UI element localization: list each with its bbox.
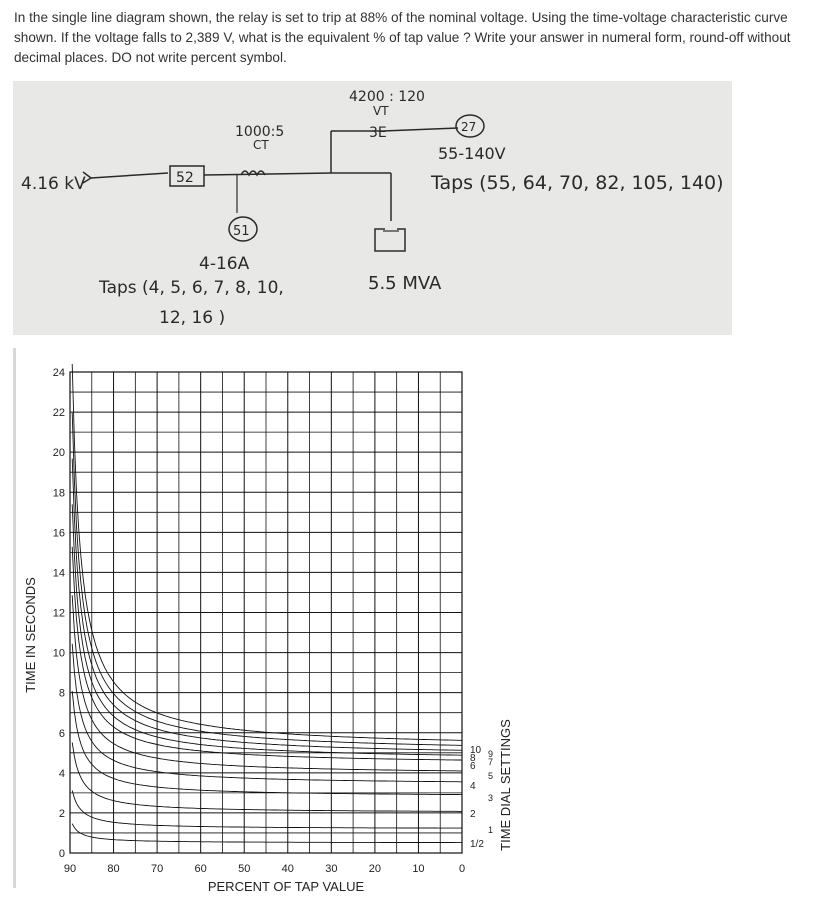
relay27-lead	[383, 128, 458, 131]
relay27-range: 55-140V	[438, 144, 506, 163]
x-tick-label: 90	[63, 863, 77, 875]
y-tick-label: 0	[58, 848, 65, 860]
curve-dial-8	[72, 459, 462, 751]
x-tick-label: 60	[194, 863, 207, 875]
x-tick-labels	[64, 863, 465, 875]
y-tick-label: 20	[52, 447, 65, 460]
diagram-svg	[13, 81, 732, 335]
dial-label: 1/2	[470, 838, 484, 850]
y-tick-label: 24	[52, 367, 65, 379]
x-tick-label: 40	[281, 863, 294, 875]
bus-line-left	[91, 173, 168, 178]
y-tick-label: 2	[58, 807, 65, 820]
x-tick-label: 80	[107, 863, 120, 875]
y-tick-label: 16	[52, 527, 65, 540]
single-line-diagram	[13, 81, 732, 335]
relay51-range: 4-16A	[199, 254, 250, 274]
time-voltage-chart	[0, 345, 824, 901]
y-tick-labels	[53, 367, 65, 860]
y-tick-label: 4	[58, 767, 65, 780]
curve-dial-1	[72, 791, 462, 829]
vt-symbol: 3E	[369, 125, 387, 141]
load-label: 5.5 MVA	[368, 273, 442, 294]
dial-label: 2	[470, 808, 476, 820]
x-axis-label: PERCENT OF TAP VALUE	[207, 879, 365, 894]
right-axis-label: TIME DIAL SETTINGS	[498, 719, 513, 851]
x-tick-label: 0	[458, 863, 466, 875]
y-axis-label: TIME IN SECONDS	[23, 577, 38, 693]
x-tick-label: 10	[412, 863, 425, 875]
curve-dial-7	[72, 504, 462, 755]
y-tick-label: 18	[52, 487, 65, 500]
dial-label-small: 9	[488, 748, 494, 759]
y-tick-label: 10	[52, 647, 65, 660]
ct-label: CT	[253, 138, 269, 152]
relay27-taps: Taps (55, 64, 70, 82, 105, 140)	[431, 172, 724, 194]
dial-label: 4	[470, 780, 476, 792]
bus-line-mid	[204, 173, 331, 175]
question-text: In the single line diagram shown, the relay is set to trip at 88% of the nominal voltage. Using the time-voltage characteristic curve shown. If the voltage falls to 2,389 V, what is the equivalent % of tap value ? Write your answer in numeral form, round-off without decimal places. DO not write percent symbol.	[14, 10, 791, 65]
x-tick-label: 20	[368, 863, 382, 875]
x-tick-label: 50	[238, 863, 251, 875]
x-tick-label: 30	[325, 863, 338, 875]
dial-label-small: 1	[488, 824, 494, 835]
dial-label: 6	[470, 760, 476, 772]
dial-label: 10	[470, 744, 482, 756]
relay51-label: 51	[233, 224, 250, 239]
dial-label-small: 3	[488, 792, 494, 803]
chart-curves	[72, 364, 462, 843]
dial-label-small: 5	[488, 770, 494, 781]
y-tick-label: 6	[58, 727, 65, 740]
relay51-taps-line1: Taps (4, 5, 6, 7, 8, 10,	[99, 278, 284, 298]
vt-ratio: 4200 : 120	[349, 89, 425, 105]
curve-dial-5	[72, 595, 462, 771]
dial-label: 8	[470, 752, 476, 764]
dial-label-small: 7	[488, 756, 494, 767]
source-label: 4.16 kV	[21, 174, 86, 194]
breaker-label: 52	[176, 170, 194, 186]
y-tick-label: 12	[52, 607, 65, 620]
relay51-taps-line2: 12, 16 )	[159, 308, 226, 328]
relay27-label: 27	[461, 120, 477, 134]
curve-dial-6	[72, 547, 462, 760]
y-tick-label: 14	[52, 567, 65, 580]
dial-labels	[470, 745, 493, 850]
transformer-box	[375, 229, 405, 251]
y-tick-label: 8	[58, 687, 65, 700]
y-tick-label: 22	[52, 407, 65, 420]
curve-dial-9	[72, 413, 462, 746]
ct-ratio: 1000:5	[235, 124, 285, 140]
vt-label: VT	[373, 104, 389, 118]
x-tick-label: 70	[150, 863, 164, 875]
